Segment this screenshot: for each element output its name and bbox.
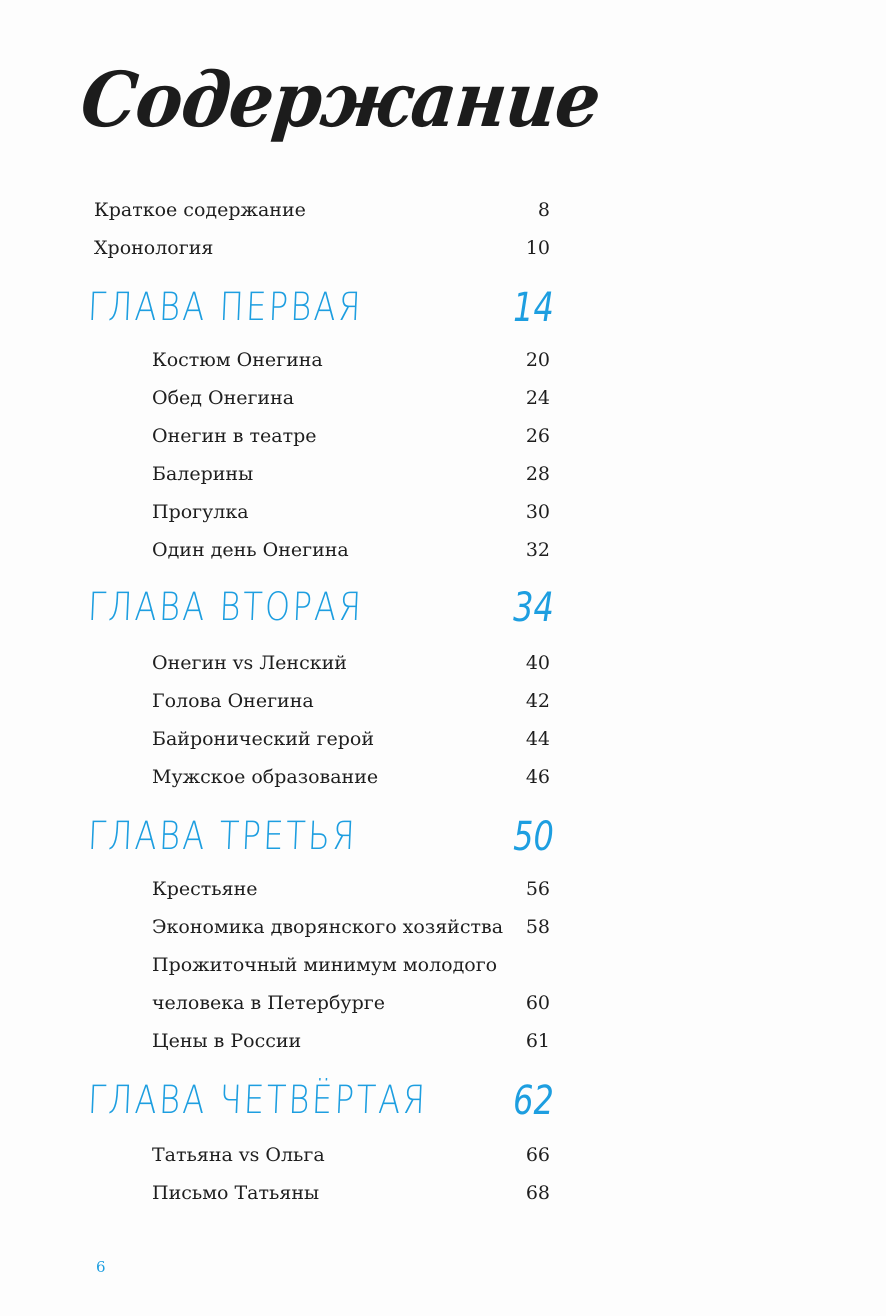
toc-entry-page: 60 <box>525 992 550 1014</box>
toc-entry-page: 26 <box>525 425 550 447</box>
toc-entry-label: Мужское образование <box>152 766 379 788</box>
toc-entry-label: Костюм Онегина <box>152 349 323 371</box>
chapter-page: 62 <box>513 1078 554 1124</box>
toc-entry-label: Байронический герой <box>152 728 375 750</box>
chapter-heading[interactable] <box>88 280 554 336</box>
toc-entry-page: 42 <box>525 690 550 712</box>
toc-entry-label: Экономика дворянского хозяйства <box>152 916 504 938</box>
toc-entry-label: Голова Онегина <box>152 690 314 712</box>
toc-entry-label: человека в Петербурге <box>152 992 385 1014</box>
chapter-heading[interactable] <box>88 580 554 636</box>
toc-entry-page: 68 <box>525 1182 550 1204</box>
toc-entry-page: 30 <box>525 501 550 523</box>
toc-entry-label: Прогулка <box>152 501 249 523</box>
toc-entry-label: Один день Онегина <box>152 539 349 561</box>
toc-entry-label: Прожиточный минимум молодого <box>152 954 498 976</box>
toc-entry-label: Хронология <box>94 237 214 259</box>
toc-entry-label: Письмо Татьяны <box>152 1182 320 1204</box>
toc-entry-label: Онегин в театре <box>152 425 317 447</box>
chapter-heading[interactable] <box>88 809 554 865</box>
toc-entry-page: 61 <box>525 1030 550 1052</box>
toc-entry-page: 46 <box>525 766 550 788</box>
chapter-title: ГЛАВА ЧЕТВЁРТАЯ <box>87 1078 429 1123</box>
toc-entry-label: Обед Онегина <box>152 387 295 409</box>
chapter-title: ГЛАВА ПЕРВАЯ <box>87 285 364 330</box>
toc-entry-label: Онегин vs Ленский <box>152 652 347 674</box>
toc-entry-label: Балерины <box>152 463 254 485</box>
toc-entry-label: Татьяна vs Ольга <box>152 1144 325 1166</box>
chapter-heading[interactable] <box>88 1073 554 1129</box>
toc-entry-label: Цены в России <box>152 1030 302 1052</box>
chapter-page: 14 <box>513 285 554 331</box>
toc-entry-page: 58 <box>525 916 550 938</box>
toc-entry-page: 40 <box>525 652 550 674</box>
toc-entry-label: Крестьяне <box>152 878 258 900</box>
page-title: Содержание <box>76 54 605 145</box>
toc-entry-page: 32 <box>525 539 550 561</box>
toc-entry-page: 10 <box>525 237 550 259</box>
toc-entry-page: 20 <box>525 349 550 371</box>
chapter-title: ГЛАВА ВТОРАЯ <box>87 585 365 630</box>
toc-entry-page: 8 <box>537 199 550 221</box>
chapter-page: 50 <box>513 814 554 860</box>
toc-entry-page: 44 <box>525 728 550 750</box>
chapter-title: ГЛАВА ТРЕТЬЯ <box>87 814 358 859</box>
toc-entry-page: 28 <box>525 463 550 485</box>
toc-entry-page: 24 <box>525 387 550 409</box>
chapter-page: 34 <box>513 585 554 631</box>
page-number: 6 <box>96 1258 106 1276</box>
toc-entry-label: Краткое содержание <box>94 199 306 221</box>
toc-entry-page: 66 <box>525 1144 550 1166</box>
toc-entry-page: 56 <box>525 878 550 900</box>
